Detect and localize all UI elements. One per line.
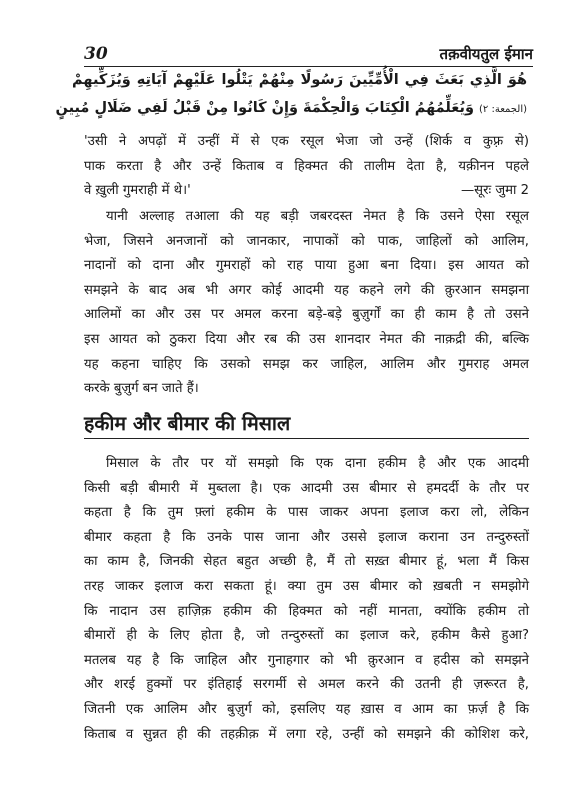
arabic-verse-line-2-text: وَيُعَلِّمُهُمُ الْكِتَابَ وَالْحِكْمَةَ وَإِنْ كَانُوا مِنْ قَبْلُ لَفِي ضَلَالٍ مُبِينٍ — [55, 100, 474, 116]
paragraph-1 — [84, 205, 529, 402]
paragraph-line: यानी अल्लाह तआला की यह बड़ी जबरदस्त नेमत है कि उसने ऐसा रसूल — [106, 209, 529, 224]
citation: —सूरः जुमा 2 — [460, 183, 529, 199]
paragraph-line: नादानों को दाना और गुमराहों को राह पाया हुआ बना दिया। इस आयत को — [84, 258, 529, 274]
paragraph-line: का काम है, जिनकी सेहत बहुत अच्छी है, मैं तो सख़्त बीमार हूं, भला मैं किस — [84, 554, 529, 570]
verse-reference: (الجمعة: ٢) — [479, 104, 527, 115]
paragraph-line: कि नादान उस हाज़िक़ हकीम की हिक्मत को नहीं मानता, क्योंकि हकीम तो — [84, 603, 529, 619]
paragraph-line: आलिमों का और उस पर अमल करना बड़े-बड़े बुज़ुर्गों का ही काम है तो उसने — [84, 307, 529, 323]
paragraph-line: भेजा, जिसने अनजानों को जानकार, नापाकों को पाक, जाहिलों को आलिम, — [84, 233, 529, 249]
paragraph-2 — [84, 452, 529, 747]
paragraph-line: कहता है कि तुम फ़्लां हकीम के पास जाकर अपना इलाज करा लो, लेकिन — [84, 505, 529, 521]
paragraph-line: बीमारों ही के लिए होता है, जो तन्दुरुस्तों का इलाज करे, हकीम कैसे हुआ? — [84, 628, 529, 644]
paragraph-line: मतलब यह है कि जाहिल और गुनाहगार को भी क़ुरआन व हदीस को समझने — [84, 652, 529, 668]
paragraph-line: किताब व सुन्नत ही की तहक़ीक़ में लगा रहे, उन्हीं को समझने की कोशिश करे, — [84, 726, 529, 742]
paragraph-line: बीमार कहता है कि उनके पास जाना और उससे इलाज कराना उन तन्दुरुस्तों — [84, 529, 529, 545]
paragraph-line: किसी बड़ी बीमारी में मुब्तला है। एक आदमी उस बीमार से हमदर्दी के तौर पर — [84, 480, 529, 496]
section-heading: हकीम और बीमार की मिसाल — [84, 412, 291, 435]
paragraph-line: तरह जाकर इलाज करा सकता हूं। क्या तुम उस बीमार को ख़बती न समझोगे — [84, 578, 529, 594]
paragraph-line: और शरई हुक्मों पर इंतिहाई सरगर्मी से अमल करने की उतनी ही ज़रूरत है, — [84, 677, 529, 693]
paragraph-line: इस आयत को ठुकरा दिया और रब की उस शानदार नेमत की नाक़द्री की, बल्कि — [84, 331, 529, 347]
translation-line: पाक करता है और उन्हें किताब व हिक्मत की तालीम देता है, यक़ीनन पहले — [84, 158, 529, 174]
translation-last-row — [84, 179, 529, 204]
paragraph-line: जितनी एक आलिम और बुज़ुर्ग को, इसलिए यह ख़ास व आम का फ़र्ज़ है कि — [84, 701, 529, 717]
paragraph-line: मिसाल के तौर पर यों समझो कि एक दाना हकीम है और एक आदमी — [106, 456, 529, 471]
paragraph-line: समझने के बाद अब भी अगर कोई आदमी यह कहने लगे की क़ुरआन समझना — [84, 282, 529, 298]
page-header — [84, 44, 533, 67]
verse-translation — [84, 130, 529, 204]
translation-line: 'उसी ने अपढ़ों में उन्हीं में से एक रसूल भेजा जो उन्हें (शिर्क व कुफ़्र से) — [84, 134, 529, 149]
running-title: तक़वीयतुल ईमान — [439, 45, 533, 63]
paragraph-line: यह कहना चाहिए कि उसको समझ कर जाहिल, आलिम और गुमराह अमल — [84, 356, 529, 372]
paragraph-line: करके बुज़ुर्ग बन जाते हैं। — [84, 381, 199, 397]
arabic-verse-line-1: هُوَ الَّذِي بَعَثَ فِي الْأُمِّيِّينَ رَسُولًا مِنْهُمْ يَتْلُوا عَلَيْهِمْ آيَاتِهِ وَيُزَكِّيهِمْ — [72, 72, 527, 88]
translation-line: वे ख़ुली गुमराही में थे।' — [84, 183, 191, 199]
section-divider — [84, 438, 529, 439]
arabic-verse-line-2 — [55, 100, 527, 116]
page-number: 30 — [84, 44, 108, 64]
